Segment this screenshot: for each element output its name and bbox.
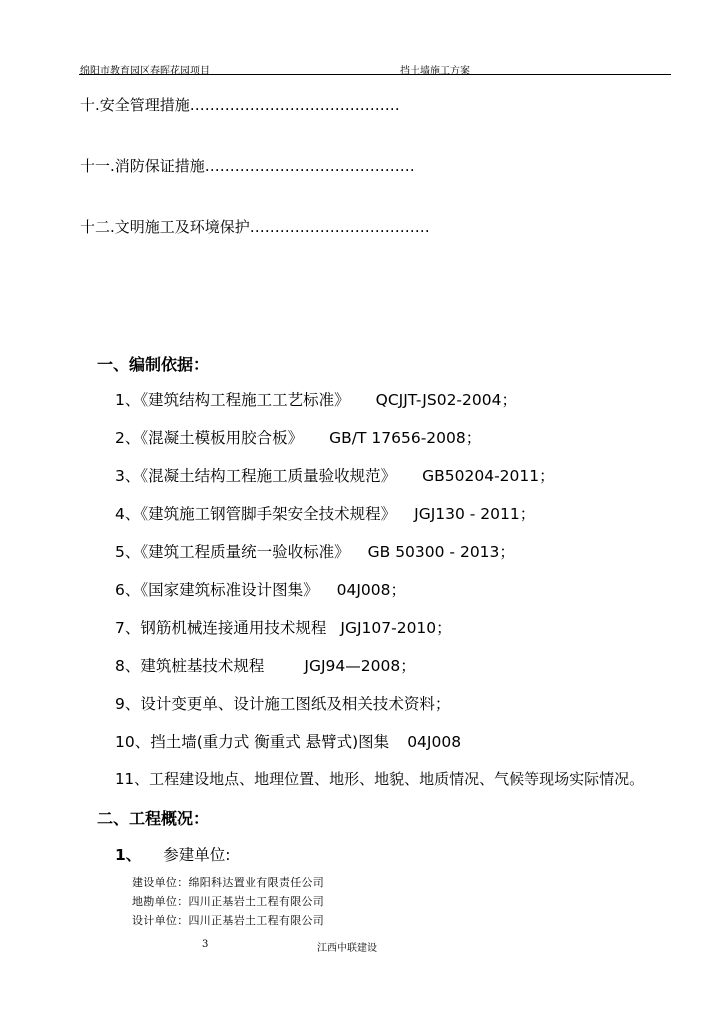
toc-entry[interactable] bbox=[80, 155, 415, 176]
footer-company: 江西中联建设 bbox=[317, 943, 377, 954]
toc-dots: …………………………………… bbox=[204, 157, 415, 175]
reference-code: JGJ94—2008； bbox=[304, 657, 416, 675]
unit-line: 设计单位：四川正基岩土工程有限公司 bbox=[132, 914, 325, 927]
toc-label: 十二.文明施工及环境保护 bbox=[80, 218, 250, 236]
reference-item bbox=[115, 426, 481, 448]
reference-text: 9、设计变更单、设计施工图纸及相关技术资料； bbox=[115, 695, 451, 713]
reference-item bbox=[115, 464, 555, 486]
reference-code: GB50204-2011； bbox=[422, 467, 555, 485]
reference-text: 10、挡土墙(重力式 衡重式 悬臂式)图集 bbox=[115, 733, 390, 751]
reference-text: 6、《国家建筑标准设计图集》 bbox=[115, 581, 319, 599]
reference-code: GB/T 17656-2008； bbox=[329, 429, 482, 447]
reference-item bbox=[115, 616, 452, 638]
toc-dots: ……………………………… bbox=[249, 218, 430, 236]
reference-code: QCJJT-JS02-2004； bbox=[375, 391, 517, 409]
reference-text: 1、《建筑结构工程施工工艺标准》 bbox=[115, 391, 350, 409]
reference-code: 04J008 bbox=[407, 733, 462, 751]
reference-text: 11、工程建设地点、地理位置、地形、地貌、地质情况、气候等现场实际情况。 bbox=[115, 770, 645, 788]
toc-entry[interactable] bbox=[80, 216, 430, 237]
page-number: 3 bbox=[202, 939, 209, 950]
unit-line: 地勘单位：四川正基岩土工程有限公司 bbox=[132, 895, 325, 908]
reference-item bbox=[115, 388, 517, 410]
header-project: 绵阳市教育园区春晖花园项目 bbox=[80, 66, 210, 77]
reference-item bbox=[115, 578, 406, 600]
header-title: 挡土墙施工方案 bbox=[400, 66, 470, 77]
section-title: 二、工程概况： bbox=[97, 809, 210, 828]
subsection-label: 参建单位: bbox=[163, 846, 231, 864]
reference-text: 4、《建筑施工钢管脚手架安全技术规程》 bbox=[115, 505, 397, 523]
reference-code: 04J008； bbox=[336, 581, 407, 599]
subsection-number: 1、 bbox=[115, 846, 142, 864]
reference-text: 3、《混凝土结构工程施工质量验收规范》 bbox=[115, 467, 397, 485]
unit-line: 建设单位：绵阳科达置业有限责任公司 bbox=[132, 876, 325, 889]
toc-label: 十.安全管理措施 bbox=[80, 96, 190, 114]
subsection-heading bbox=[115, 843, 231, 865]
reference-text: 8、建筑桩基技术规程 bbox=[115, 657, 265, 675]
toc-entry[interactable] bbox=[80, 94, 400, 115]
reference-text: 5、《建筑工程质量统一验收标准》 bbox=[115, 543, 350, 561]
section-title: 一、编制依据： bbox=[97, 355, 210, 374]
reference-item bbox=[115, 502, 535, 524]
reference-item bbox=[115, 730, 461, 752]
reference-code: JGJ107-2010； bbox=[340, 619, 452, 637]
toc-dots: …………………………………… bbox=[189, 96, 400, 114]
reference-text: 2、《混凝土模板用胶合板》 bbox=[115, 429, 304, 447]
toc-label: 十一.消防保证措施 bbox=[80, 157, 205, 175]
reference-item bbox=[115, 692, 450, 714]
reference-item bbox=[115, 768, 644, 789]
reference-item bbox=[115, 540, 515, 562]
reference-code: JGJ130 - 2011； bbox=[414, 505, 536, 523]
reference-item bbox=[115, 654, 416, 676]
header-rule bbox=[79, 74, 671, 75]
reference-text: 7、钢筋机械连接通用技术规程 bbox=[115, 619, 327, 637]
reference-code: GB 50300 - 2013； bbox=[367, 543, 515, 561]
